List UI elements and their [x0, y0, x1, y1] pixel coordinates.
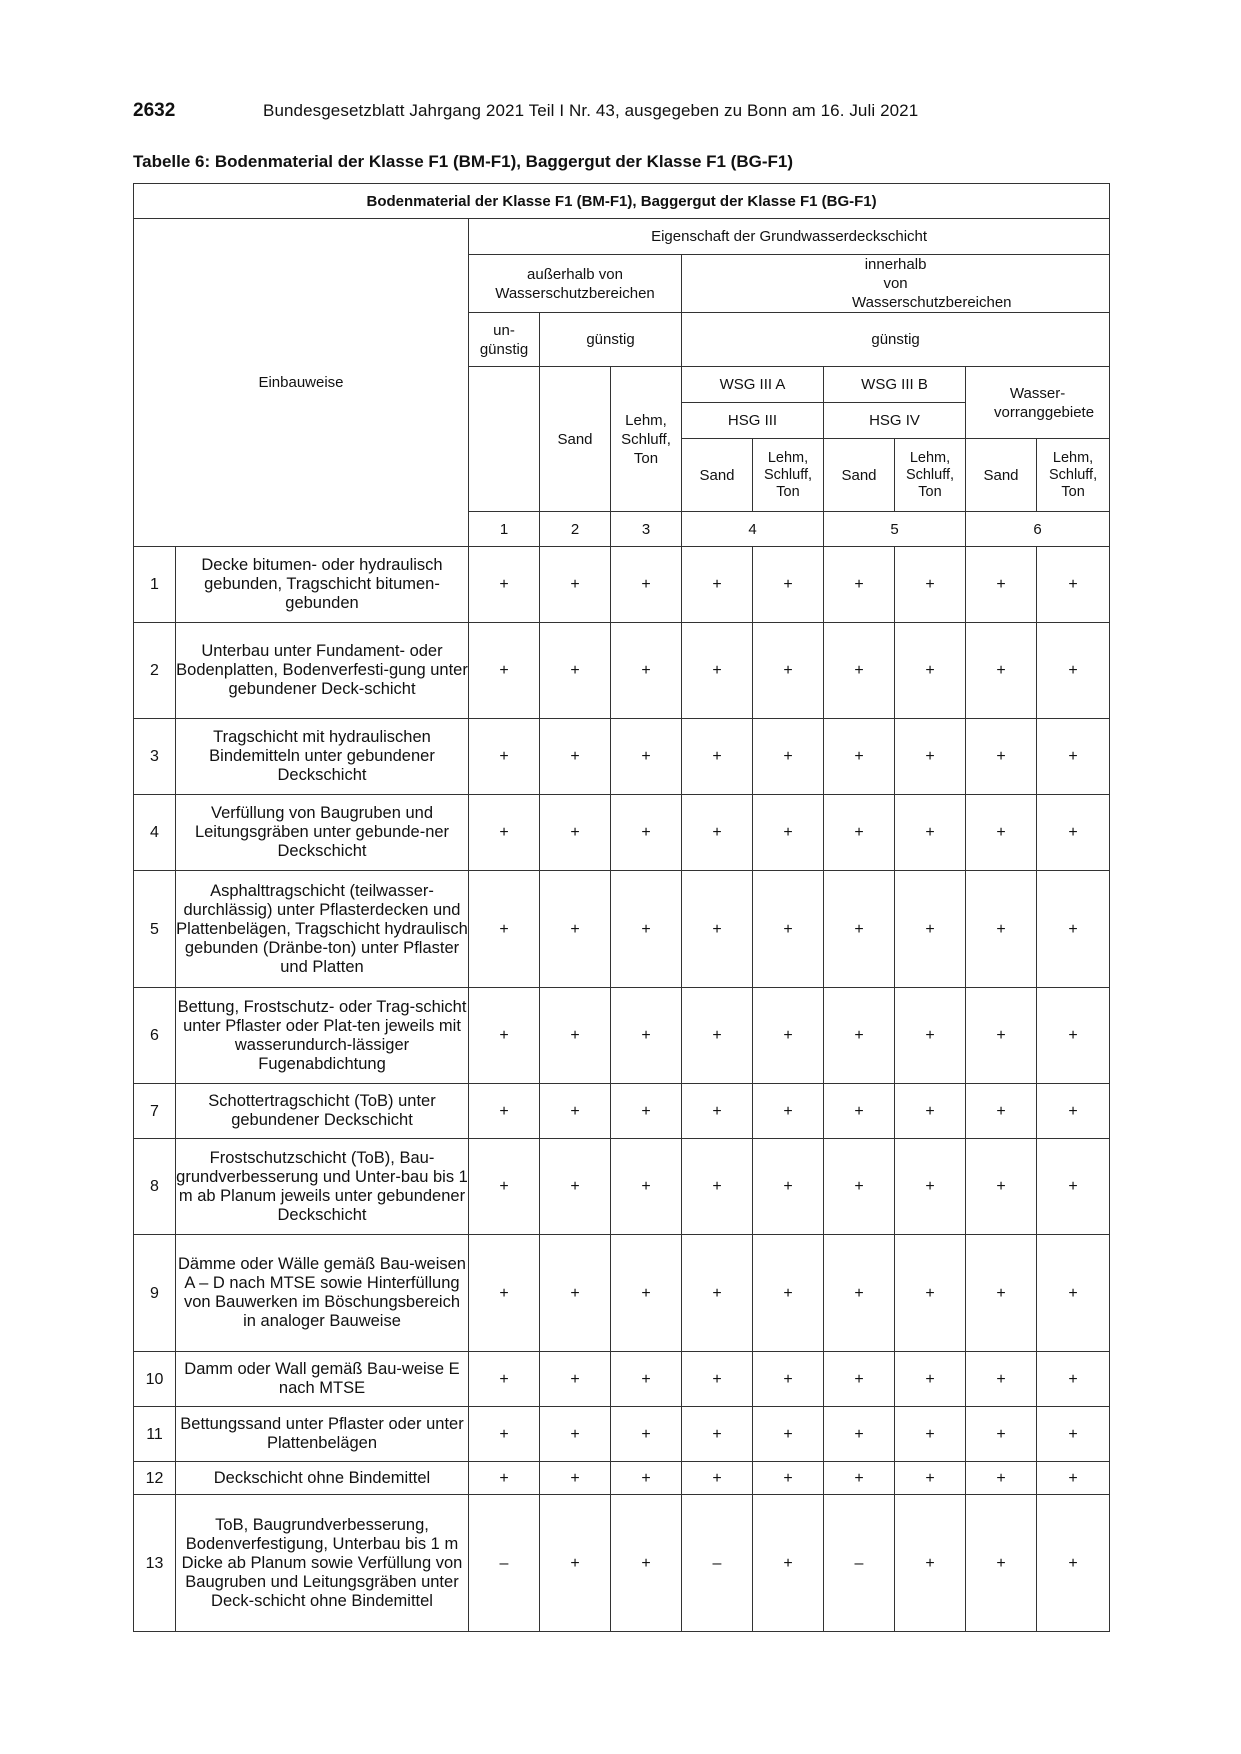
row-mark-cell: + [895, 1084, 966, 1139]
column-number: 1 [469, 512, 540, 547]
row-mark-cell: + [540, 719, 611, 795]
row-mark-cell: + [966, 1139, 1037, 1235]
row-mark-cell: + [682, 719, 753, 795]
lehm-header: Lehm, Schluff, Ton [895, 439, 966, 512]
table-row [134, 547, 1110, 623]
wsg3b-header: WSG III B [824, 367, 966, 403]
row-mark-cell: + [895, 719, 966, 795]
row-mark-cell: + [966, 795, 1037, 871]
row-number: 12 [134, 1462, 176, 1495]
row-mark-cell: + [1037, 1352, 1110, 1407]
wasservorrang-header: Wasser-vorranggebiete [966, 367, 1110, 439]
row-mark-cell: + [753, 1352, 824, 1407]
row-mark-cell: + [824, 1352, 895, 1407]
row-mark-cell: + [611, 1139, 682, 1235]
row-mark-cell: – [682, 1495, 753, 1632]
row-mark-cell: + [611, 623, 682, 719]
row-mark-cell: + [753, 623, 824, 719]
wsg3a-header: WSG III A [682, 367, 824, 403]
row-mark-cell: + [753, 1495, 824, 1632]
hsg3-header: HSG III [682, 403, 824, 439]
page-number: 2632 [133, 100, 176, 121]
row-number: 2 [134, 623, 176, 719]
table-row [134, 988, 1110, 1084]
row-mark-cell: + [895, 1139, 966, 1235]
row-mark-cell: + [895, 1462, 966, 1495]
row-mark-cell: + [469, 623, 540, 719]
table-band-title: Bodenmaterial der Klasse F1 (BM-F1), Baggergut der Klasse F1 (BG-F1) [134, 184, 1110, 219]
row-mark-cell: + [966, 623, 1037, 719]
row-mark-cell: + [966, 1495, 1037, 1632]
row-mark-cell: + [611, 1235, 682, 1352]
row-mark-cell: + [1037, 1139, 1110, 1235]
row-einbauweise-text: Deckschicht ohne Bindemittel [176, 1462, 469, 1495]
lehm-header: Lehm, Schluff, Ton [611, 367, 682, 512]
row-mark-cell: + [895, 871, 966, 988]
row-mark-cell: + [682, 871, 753, 988]
ausserhalb-header: außerhalb von Wasserschutzbereichen [469, 255, 682, 313]
row-einbauweise-text: Asphalttragschicht (teilwasser-durchlässig) unter Pflasterdecken und Plattenbelägen, Tragschicht hydraulisch gebunden (Dränbe-ton) unter Pflaster und Platten [176, 871, 469, 988]
column-number: 5 [824, 512, 966, 547]
row-einbauweise-text: ToB, Baugrundverbesserung, Bodenverfestigung, Unterbau bis 1 m Dicke ab Planum sowie Verfüllung von Baugruben und Leitungsgräben unter Deck-schicht ohne Bindemittel [176, 1495, 469, 1632]
row-mark-cell: + [540, 1235, 611, 1352]
row-mark-cell: + [540, 1495, 611, 1632]
row-mark-cell: + [753, 988, 824, 1084]
row-mark-cell: + [895, 1495, 966, 1632]
row-mark-cell: + [469, 988, 540, 1084]
table-caption: Tabelle 6: Bodenmaterial der Klasse F1 (BM-F1), Baggergut der Klasse F1 (BG-F1) [133, 152, 794, 171]
row-mark-cell: + [966, 1084, 1037, 1139]
row-mark-cell: + [469, 1139, 540, 1235]
row-mark-cell: + [469, 871, 540, 988]
row-number: 13 [134, 1495, 176, 1632]
guenstig-innerhalb-header: günstig [682, 313, 1110, 367]
row-einbauweise-text: Bettung, Frostschutz- oder Trag-schicht unter Pflaster oder Plat-ten jeweils mit wasserundurch-lässiger Fugenabdichtung [176, 988, 469, 1084]
row-mark-cell: + [824, 871, 895, 988]
row-mark-cell: + [966, 1235, 1037, 1352]
row-number: 8 [134, 1139, 176, 1235]
eigenschaft-header: Eigenschaft der Grundwasserdeckschicht [469, 219, 1110, 255]
row-einbauweise-text: Bettungssand unter Pflaster oder unter Plattenbelägen [176, 1407, 469, 1462]
column-number: 2 [540, 512, 611, 547]
row-mark-cell: + [469, 1352, 540, 1407]
row-mark-cell: + [540, 1139, 611, 1235]
row-mark-cell: + [966, 719, 1037, 795]
row-mark-cell: + [1037, 1462, 1110, 1495]
row-mark-cell: + [824, 1462, 895, 1495]
row-einbauweise-text: Damm oder Wall gemäß Bau-weise E nach MTSE [176, 1352, 469, 1407]
row-mark-cell: + [682, 1462, 753, 1495]
row-mark-cell: + [611, 871, 682, 988]
row-mark-cell: + [824, 1084, 895, 1139]
row-mark-cell: + [966, 1407, 1037, 1462]
row-mark-cell: + [753, 547, 824, 623]
unguenstig-header: un-günstig [469, 313, 540, 367]
row-mark-cell: + [824, 1139, 895, 1235]
row-mark-cell: + [1037, 988, 1110, 1084]
row-mark-cell: + [1037, 871, 1110, 988]
innerhalb-header: innerhalb von Wasserschutzbereichen [682, 255, 1110, 313]
row-mark-cell: + [540, 547, 611, 623]
row-einbauweise-text: Verfüllung von Baugruben und Leitungsgräben unter gebunde-ner Deckschicht [176, 795, 469, 871]
row-mark-cell: + [966, 1462, 1037, 1495]
row-mark-cell: + [824, 988, 895, 1084]
sand-header: Sand [540, 367, 611, 512]
row-mark-cell: + [753, 1139, 824, 1235]
row-mark-cell: + [469, 795, 540, 871]
row-mark-cell: + [753, 871, 824, 988]
row-number: 3 [134, 719, 176, 795]
row-mark-cell: + [682, 1235, 753, 1352]
table-row [134, 1407, 1110, 1462]
row-mark-cell: + [682, 988, 753, 1084]
row-mark-cell: + [824, 1407, 895, 1462]
sand-header: Sand [966, 439, 1037, 512]
einbauweise-header: Einbauweise [134, 219, 469, 547]
row-mark-cell: + [824, 623, 895, 719]
row-mark-cell: + [753, 719, 824, 795]
row-mark-cell: + [469, 1462, 540, 1495]
row-mark-cell: + [1037, 1084, 1110, 1139]
row-mark-cell: + [682, 1407, 753, 1462]
table-row [134, 1084, 1110, 1139]
row-number: 11 [134, 1407, 176, 1462]
row-mark-cell: + [611, 1352, 682, 1407]
row-mark-cell: + [540, 1084, 611, 1139]
table-rows [134, 547, 1110, 1632]
table-row [134, 1235, 1110, 1352]
publication-line: Bundesgesetzblatt Jahrgang 2021 Teil I Nr. 43, ausgegeben zu Bonn am 16. Juli 2021 [263, 101, 919, 120]
row-mark-cell: + [540, 1407, 611, 1462]
table-row [134, 1462, 1110, 1495]
row-mark-cell: + [540, 1462, 611, 1495]
row-mark-cell: + [824, 1235, 895, 1352]
row-mark-cell: + [611, 1462, 682, 1495]
table-row [134, 719, 1110, 795]
row-mark-cell: + [540, 988, 611, 1084]
unguenstig-sub-empty [469, 367, 540, 512]
row-mark-cell: + [1037, 1495, 1110, 1632]
row-mark-cell: + [540, 1352, 611, 1407]
row-mark-cell: + [611, 1495, 682, 1632]
row-mark-cell: + [895, 1235, 966, 1352]
row-mark-cell: + [540, 871, 611, 988]
row-mark-cell: + [540, 623, 611, 719]
row-einbauweise-text: Frostschutzschicht (ToB), Bau-grundverbesserung und Unter-bau bis 1 m ab Planum jeweils unter gebundener Deckschicht [176, 1139, 469, 1235]
row-mark-cell: + [611, 795, 682, 871]
row-mark-cell: + [966, 1352, 1037, 1407]
row-mark-cell: + [895, 1352, 966, 1407]
row-einbauweise-text: Schottertragschicht (ToB) unter gebundener Deckschicht [176, 1084, 469, 1139]
row-mark-cell: + [469, 1407, 540, 1462]
row-mark-cell: + [895, 1407, 966, 1462]
row-mark-cell: + [682, 1352, 753, 1407]
row-number: 1 [134, 547, 176, 623]
row-number: 5 [134, 871, 176, 988]
row-mark-cell: + [966, 988, 1037, 1084]
table-row [134, 795, 1110, 871]
row-mark-cell: + [1037, 623, 1110, 719]
row-number: 7 [134, 1084, 176, 1139]
row-mark-cell: + [1037, 795, 1110, 871]
column-number: 4 [682, 512, 824, 547]
row-mark-cell: + [611, 719, 682, 795]
row-number: 4 [134, 795, 176, 871]
row-mark-cell: + [824, 719, 895, 795]
row-einbauweise-text: Tragschicht mit hydraulischen Bindemitteln unter gebundener Deckschicht [176, 719, 469, 795]
row-mark-cell: + [895, 623, 966, 719]
row-mark-cell: + [540, 795, 611, 871]
row-mark-cell: + [682, 1084, 753, 1139]
data-table [133, 183, 1110, 1632]
row-mark-cell: + [824, 795, 895, 871]
lehm-header: Lehm, Schluff, Ton [753, 439, 824, 512]
row-number: 10 [134, 1352, 176, 1407]
row-einbauweise-text: Unterbau unter Fundament- oder Bodenplatten, Bodenverfesti-gung unter gebundener Deck-schicht [176, 623, 469, 719]
row-mark-cell: + [611, 547, 682, 623]
row-number: 6 [134, 988, 176, 1084]
column-number: 3 [611, 512, 682, 547]
row-mark-cell: + [611, 988, 682, 1084]
table-row [134, 623, 1110, 719]
row-einbauweise-text: Dämme oder Wälle gemäß Bau-weisen A – D nach MTSE sowie Hinterfüllung von Bauwerken im Böschungsbereich in analoger Bauweise [176, 1235, 469, 1352]
row-mark-cell: + [895, 988, 966, 1084]
row-mark-cell: + [1037, 547, 1110, 623]
hsg4-header: HSG IV [824, 403, 966, 439]
row-mark-cell: + [682, 623, 753, 719]
row-mark-cell: + [611, 1407, 682, 1462]
row-mark-cell: + [1037, 719, 1110, 795]
row-mark-cell: + [753, 1235, 824, 1352]
row-mark-cell: + [753, 1407, 824, 1462]
row-mark-cell: + [469, 719, 540, 795]
row-mark-cell: + [753, 795, 824, 871]
row-mark-cell: + [469, 547, 540, 623]
row-mark-cell: + [682, 547, 753, 623]
table-row [134, 1139, 1110, 1235]
table-row [134, 1352, 1110, 1407]
page-header [133, 100, 1109, 130]
row-mark-cell: – [469, 1495, 540, 1632]
row-mark-cell: + [469, 1084, 540, 1139]
row-mark-cell: + [611, 1084, 682, 1139]
guenstig-ausserhalb-header: günstig [540, 313, 682, 367]
sand-header: Sand [824, 439, 895, 512]
row-mark-cell: + [753, 1462, 824, 1495]
row-mark-cell: + [895, 795, 966, 871]
column-number: 6 [966, 512, 1110, 547]
row-mark-cell: + [824, 547, 895, 623]
row-mark-cell: + [682, 795, 753, 871]
sand-header: Sand [682, 439, 753, 512]
row-mark-cell: + [966, 547, 1037, 623]
row-einbauweise-text: Decke bitumen- oder hydraulisch gebunden, Tragschicht bitumen-gebunden [176, 547, 469, 623]
table-row [134, 1495, 1110, 1632]
row-mark-cell: + [1037, 1407, 1110, 1462]
row-number: 9 [134, 1235, 176, 1352]
row-mark-cell: + [966, 871, 1037, 988]
row-mark-cell: + [469, 1235, 540, 1352]
row-mark-cell: + [682, 1139, 753, 1235]
row-mark-cell: + [895, 547, 966, 623]
row-mark-cell: – [824, 1495, 895, 1632]
table-row [134, 871, 1110, 988]
lehm-header: Lehm, Schluff, Ton [1037, 439, 1110, 512]
row-mark-cell: + [1037, 1235, 1110, 1352]
row-mark-cell: + [753, 1084, 824, 1139]
